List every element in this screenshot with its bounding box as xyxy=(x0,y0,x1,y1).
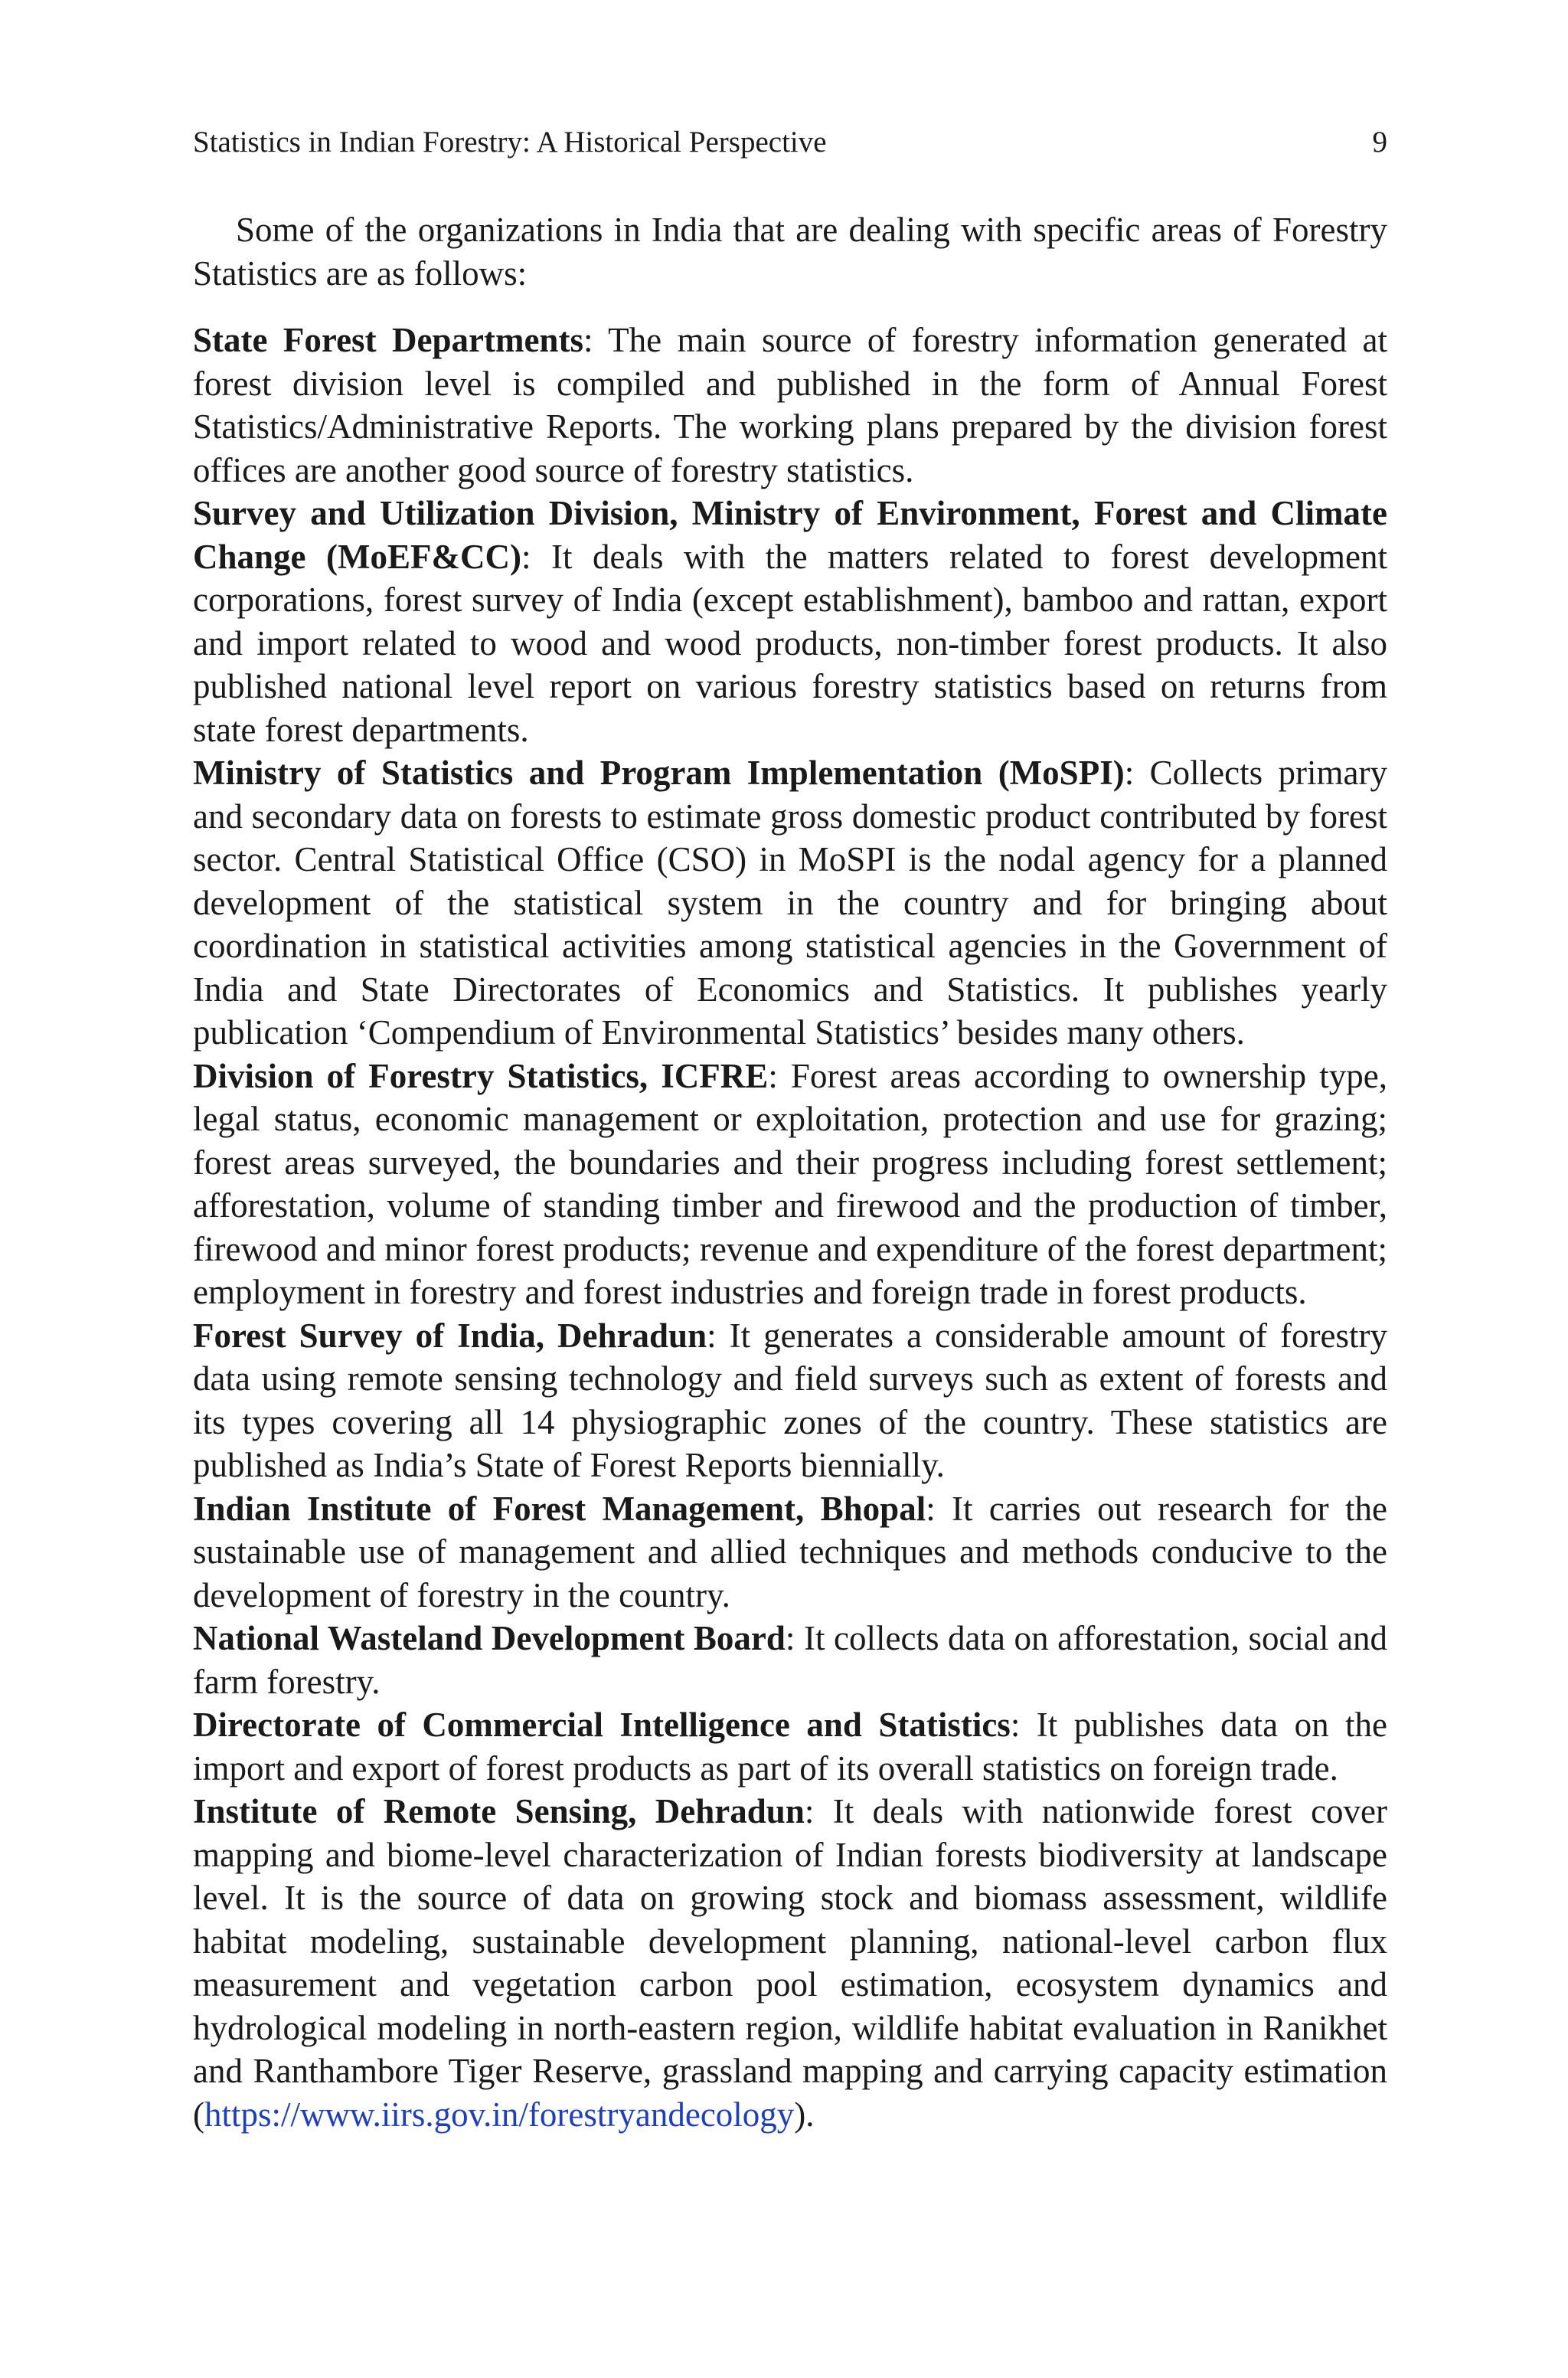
entry-iifm-bhopal xyxy=(193,1487,1387,1617)
entry-heading: Survey and Utilization Division, Ministry of Environment, Forest and Climate Change (MoEF&CC) xyxy=(193,494,1387,576)
page-number: 9 xyxy=(1372,126,1387,159)
entry-heading: Ministry of Statistics and Program Implementation (MoSPI) xyxy=(193,754,1125,792)
entry-text: : Forest areas according to ownership type, legal status, economic management or exploitation, protection and use for grazing; forest areas surveyed, the boundaries and their progress including forest settlement; afforestation, volume of standing timber and firewood and the production of timber, firewood and minor forest products; revenue and expenditure of the forest department; employment in forestry and forest industries and foreign trade in forest products. xyxy=(193,1056,1387,1311)
entry-text: : It publishes data on the import and export of forest products as part of its overall statistics on foreign trade. xyxy=(193,1706,1387,1788)
entry-institute-remote-sensing xyxy=(193,1790,1387,2136)
entry-division-forestry-statistics xyxy=(193,1055,1387,1314)
entry-text: : It collects data on afforestation, social and farm forestry. xyxy=(193,1619,1387,1701)
entry-text: : The main source of forestry information generated at forest division level is compiled and published in the form of Annual Forest Statistics/Administrative Reports. The working plans prepared by the division forest offices are another good source of forestry statistics. xyxy=(193,321,1388,489)
running-header xyxy=(193,123,1387,162)
entry-heading: Indian Institute of Forest Management, Bhopal xyxy=(193,1489,926,1528)
entry-heading: Forest Survey of India, Dehradun xyxy=(193,1316,707,1355)
entry-heading: National Wasteland Development Board xyxy=(193,1619,786,1657)
entry-mospi xyxy=(193,751,1387,1055)
entry-state-forest-departments xyxy=(193,319,1387,492)
iirs-forestry-link[interactable]: https://www.iirs.gov.in/forestryandecology xyxy=(204,2095,795,2134)
entry-text: : It deals with the matters related to forest development corporations, forest survey of India (except establishment), bamboo and rattan, export and import related to wood and wood products, non-timber forest products. It also published national level report on various forestry statistics based on returns from state forest departments. xyxy=(193,537,1388,749)
entry-text: : Collects primary and secondary data on forests to estimate gross domestic product contributed by forest sector. Central Statistical Office (CSO) in MoSPI is the nodal agency for a planned development of the statistical system in the country and for bringing about coordination in statistical activities among statistical agencies in the Government of India and State Directorates of Economics and Statistics. It publishes yearly publication ‘Compendium of Environmental Statistics’ besides many others. xyxy=(193,754,1387,1052)
entry-directorate-commercial-intelligence xyxy=(193,1703,1387,1790)
intro-paragraph: Some of the organizations in India that are dealing with specific areas of Forestry Statistics are as follows: xyxy=(193,211,1387,293)
entry-survey-utilization-division xyxy=(193,492,1387,751)
entry-heading: Directorate of Commercial Intelligence and Statistics xyxy=(193,1706,1011,1744)
entry-closing: ). xyxy=(794,2095,815,2134)
entry-text: : It carries out research for the sustainable use of management and allied techniques and methods conducive to the development of forestry in the country. xyxy=(193,1489,1387,1614)
running-title: Statistics in Indian Forestry: A Historical Perspective xyxy=(193,126,827,159)
entry-national-wasteland-development-board xyxy=(193,1617,1387,1703)
entry-forest-survey-of-india xyxy=(193,1314,1387,1487)
entry-heading: Institute of Remote Sensing, Dehradun xyxy=(193,1792,805,1830)
entry-text: : It deals with nationwide forest cover mapping and biome-level characterization of Indian forests biodiversity at landscape level. It is the source of data on growing stock and biomass assessment, wildlife habitat modeling, sustainable development planning, national-level carbon flux measurement and vegetation carbon pool estimation, ecosystem dynamics and hydrological modeling in north-eastern region, wildlife habitat evaluation in Ranikhet and Ranthambore Tiger Reserve, grassland mapping and carrying capacity estimation ( xyxy=(193,1792,1388,2134)
entry-text: : It generates a considerable amount of forestry data using remote sensing technology and field surveys such as extent of forests and its types covering all 14 physiographic zones of the country. These statistics are published as India’s State of Forest Reports biennially. xyxy=(193,1316,1387,1484)
page-body xyxy=(193,208,1387,2136)
entry-heading: State Forest Departments xyxy=(193,321,583,359)
entry-heading: Division of Forestry Statistics, ICFRE xyxy=(193,1056,769,1095)
